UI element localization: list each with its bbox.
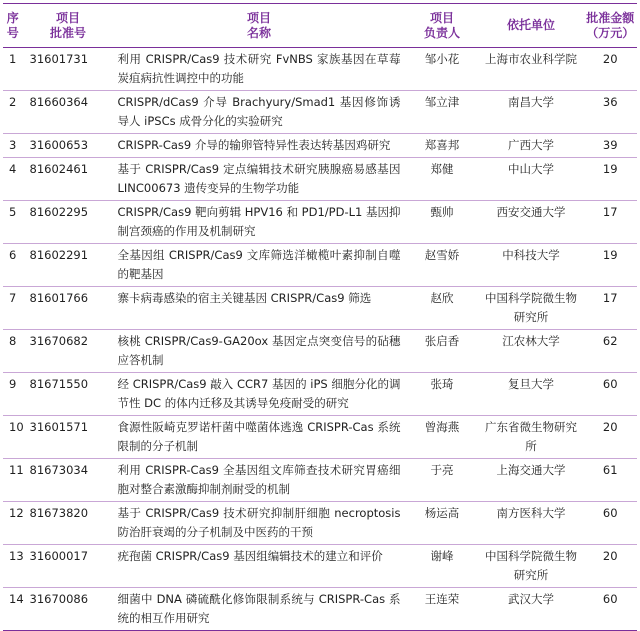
cell-project-lead: 张启香 bbox=[405, 330, 479, 373]
cell-project-name: 核桃 CRISPR/Cas9-GA20ox 基因定点突变信号的砧穗应答机制 bbox=[113, 330, 405, 373]
cell-project-lead: 曾海燕 bbox=[405, 416, 479, 459]
cell-organization: 广东省微生物研究所 bbox=[479, 416, 583, 459]
cell-project-name: 食源性阪崎克罗诺杆菌中噬菌体逃逸 CRISPR-Cas 系统限制的分子机制 bbox=[113, 416, 405, 459]
header-project-id: 项目 批准号 bbox=[23, 4, 113, 48]
cell-project-lead: 谢峰 bbox=[405, 545, 479, 588]
cell-amount: 60 bbox=[583, 502, 637, 545]
cell-organization: 江农林大学 bbox=[479, 330, 583, 373]
table-row bbox=[3, 91, 637, 134]
cell-project-name: 细菌中 DNA 磷硫酰化修饰限制系统与 CRISPR-Cas 系统的相互作用研究 bbox=[113, 588, 405, 631]
table-row bbox=[3, 287, 637, 330]
table-row bbox=[3, 502, 637, 545]
cell-amount: 19 bbox=[583, 244, 637, 287]
cell-no: 10 bbox=[3, 416, 23, 459]
cell-no: 6 bbox=[3, 244, 23, 287]
table-body bbox=[3, 48, 637, 631]
cell-project-id: 81660364 bbox=[23, 91, 113, 134]
cell-project-name: 利用 CRISPR/Cas9 技术研究 FvNBS 家族基因在草莓炭疽病抗性调控中的功能 bbox=[113, 48, 405, 91]
table-row bbox=[3, 459, 637, 502]
header-amount: 批准金额 （万元） bbox=[583, 4, 637, 48]
cell-organization: 南昌大学 bbox=[479, 91, 583, 134]
cell-organization: 南方医科大学 bbox=[479, 502, 583, 545]
cell-amount: 20 bbox=[583, 545, 637, 588]
cell-organization: 中国科学院微生物研究所 bbox=[479, 287, 583, 330]
cell-project-id: 31600017 bbox=[23, 545, 113, 588]
cell-project-id: 81673820 bbox=[23, 502, 113, 545]
cell-amount: 62 bbox=[583, 330, 637, 373]
cell-project-id: 31601571 bbox=[23, 416, 113, 459]
cell-organization: 广西大学 bbox=[479, 134, 583, 158]
cell-project-id: 81671550 bbox=[23, 373, 113, 416]
cell-organization: 上海交通大学 bbox=[479, 459, 583, 502]
cell-project-lead: 赵雪娇 bbox=[405, 244, 479, 287]
table-row bbox=[3, 416, 637, 459]
cell-amount: 17 bbox=[583, 201, 637, 244]
cell-project-lead: 邹立津 bbox=[405, 91, 479, 134]
cell-no: 11 bbox=[3, 459, 23, 502]
table-header bbox=[3, 4, 637, 48]
cell-organization: 上海市农业科学院 bbox=[479, 48, 583, 91]
cell-organization: 西安交通大学 bbox=[479, 201, 583, 244]
cell-amount: 61 bbox=[583, 459, 637, 502]
header-no: 序 号 bbox=[3, 4, 23, 48]
cell-amount: 19 bbox=[583, 158, 637, 201]
cell-amount: 17 bbox=[583, 287, 637, 330]
table-row bbox=[3, 201, 637, 244]
cell-project-id: 31601731 bbox=[23, 48, 113, 91]
cell-no: 7 bbox=[3, 287, 23, 330]
cell-project-id: 81602461 bbox=[23, 158, 113, 201]
cell-project-name: CRISPR/dCas9 介导 Brachyury/Smad1 基因修饰诱导人 iPSCs 成骨分化的实验研究 bbox=[113, 91, 405, 134]
cell-amount: 36 bbox=[583, 91, 637, 134]
cell-project-lead: 赵欣 bbox=[405, 287, 479, 330]
cell-project-id: 81602291 bbox=[23, 244, 113, 287]
cell-project-name: 寨卡病毒感染的宿主关键基因 CRISPR/Cas9 筛选 bbox=[113, 287, 405, 330]
cell-project-id: 81673034 bbox=[23, 459, 113, 502]
cell-no: 4 bbox=[3, 158, 23, 201]
cell-project-name: 基于 CRISPR/Cas9 技术研究抑制肝细胞 necroptosis 防治肝衰竭的分子机制及中医药的干预 bbox=[113, 502, 405, 545]
cell-project-lead: 郑喜邦 bbox=[405, 134, 479, 158]
table-row bbox=[3, 588, 637, 631]
cell-project-name: CRISPR/Cas9 靶向剪辑 HPV16 和 PD1/PD-L1 基因抑制宫颈癌的作用及机制研究 bbox=[113, 201, 405, 244]
header-project-name: 项目 名称 bbox=[113, 4, 405, 48]
cell-project-name: 疣孢菌 CRISPR/Cas9 基因组编辑技术的建立和评价 bbox=[113, 545, 405, 588]
cell-project-lead: 于亮 bbox=[405, 459, 479, 502]
cell-amount: 60 bbox=[583, 588, 637, 631]
cell-project-name: 全基因组 CRISPR/Cas9 文库筛选洋橄榄叶素抑制自噬的靶基因 bbox=[113, 244, 405, 287]
cell-no: 14 bbox=[3, 588, 23, 631]
cell-project-lead: 郑健 bbox=[405, 158, 479, 201]
cell-amount: 20 bbox=[583, 416, 637, 459]
cell-amount: 60 bbox=[583, 373, 637, 416]
cell-no: 3 bbox=[3, 134, 23, 158]
table-row bbox=[3, 244, 637, 287]
cell-no: 5 bbox=[3, 201, 23, 244]
cell-project-name: 基于 CRISPR/Cas9 定点编辑技术研究胰腺癌易感基因 LINC00673 遗传变异的生物学功能 bbox=[113, 158, 405, 201]
cell-amount: 20 bbox=[583, 48, 637, 91]
cell-no: 12 bbox=[3, 502, 23, 545]
cell-no: 8 bbox=[3, 330, 23, 373]
cell-project-id: 81601766 bbox=[23, 287, 113, 330]
cell-no: 2 bbox=[3, 91, 23, 134]
cell-no: 1 bbox=[3, 48, 23, 91]
cell-project-lead: 邹小花 bbox=[405, 48, 479, 91]
cell-organization: 复旦大学 bbox=[479, 373, 583, 416]
cell-project-name: 利用 CRISPR-Cas9 全基因组文库筛查技术研究胃癌细胞对整合素激酶抑制剂耐受的机制 bbox=[113, 459, 405, 502]
header-organization: 依托单位 bbox=[479, 4, 583, 48]
table-row bbox=[3, 48, 637, 91]
cell-project-lead: 杨运高 bbox=[405, 502, 479, 545]
cell-project-id: 81602295 bbox=[23, 201, 113, 244]
cell-project-lead: 张琦 bbox=[405, 373, 479, 416]
table-row bbox=[3, 134, 637, 158]
cell-no: 9 bbox=[3, 373, 23, 416]
table-row bbox=[3, 158, 637, 201]
project-table bbox=[3, 3, 637, 631]
cell-project-id: 31670682 bbox=[23, 330, 113, 373]
header-project-lead: 项目 负责人 bbox=[405, 4, 479, 48]
cell-project-id: 31670086 bbox=[23, 588, 113, 631]
cell-project-name: CRISPR-Cas9 介导的输卵管特异性表达转基因鸡研究 bbox=[113, 134, 405, 158]
cell-organization: 中国科学院微生物研究所 bbox=[479, 545, 583, 588]
table-row bbox=[3, 330, 637, 373]
cell-organization: 武汉大学 bbox=[479, 588, 583, 631]
cell-organization: 中山大学 bbox=[479, 158, 583, 201]
cell-project-name: 经 CRISPR/Cas9 敲入 CCR7 基因的 iPS 细胞分化的调节性 DC 的体内迁移及其诱导免疫耐受的研究 bbox=[113, 373, 405, 416]
cell-project-id: 31600653 bbox=[23, 134, 113, 158]
cell-project-lead: 王连荣 bbox=[405, 588, 479, 631]
table-row bbox=[3, 545, 637, 588]
cell-organization: 中科技大学 bbox=[479, 244, 583, 287]
cell-no: 13 bbox=[3, 545, 23, 588]
table-row bbox=[3, 373, 637, 416]
cell-project-lead: 甄帅 bbox=[405, 201, 479, 244]
cell-amount: 39 bbox=[583, 134, 637, 158]
